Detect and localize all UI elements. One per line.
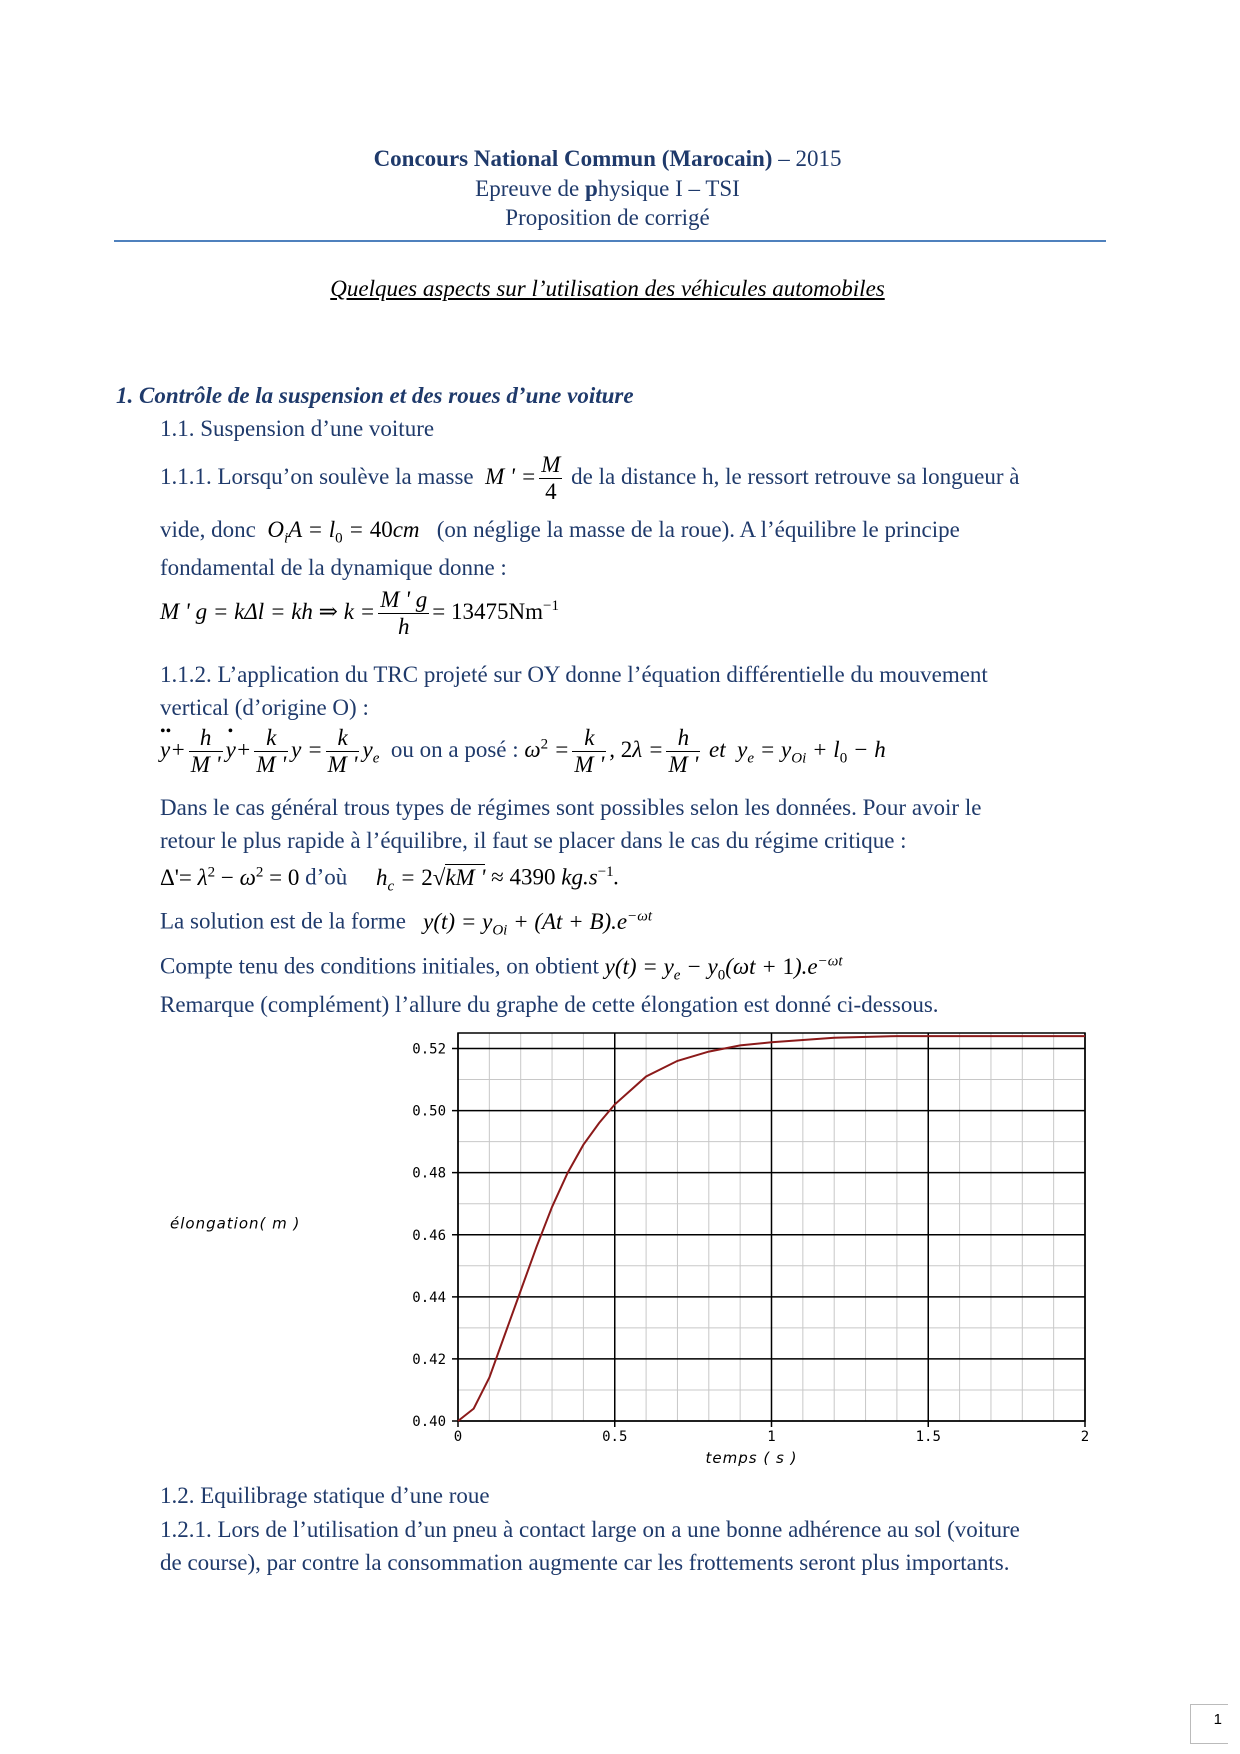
y-tick-label: 0.52 bbox=[412, 1041, 446, 1058]
text-run: (on néglige la masse de la roue). A l’équilibre le principe bbox=[436, 517, 960, 542]
elongation-chart bbox=[170, 1025, 1100, 1475]
formula-mass: M ' = $\frac{M}{4}$ bbox=[479, 452, 561, 504]
exam-line-bold: p bbox=[585, 176, 598, 201]
text-run: ou on a posé : bbox=[390, 736, 519, 762]
text-run: 1.1.1. Lorsqu’on soulève la masse bbox=[160, 463, 474, 489]
x-tick-label: 0.5 bbox=[602, 1429, 628, 1445]
y-tick-label: 0.50 bbox=[412, 1103, 446, 1120]
y-tick-label: 0.48 bbox=[412, 1165, 446, 1182]
page-number: 1 bbox=[1190, 1704, 1228, 1744]
title-bold: Concours National Commun (Marocain) bbox=[373, 146, 773, 171]
chart-ticks bbox=[412, 1042, 1089, 1445]
exam-line-b: hysique I – TSI bbox=[597, 176, 740, 201]
paragraph-1-1-2: 1.1.2. L’application du TRC projeté sur OY donne l’équation différentielle du mouvement bbox=[160, 662, 988, 687]
equation-stiffness: M ' g = kΔl = kh ⇒ k = $\frac{M ' g}{h}$ = $13475Nm^{-1}$ bbox=[160, 587, 559, 639]
stiffness-value: = 13475Nm bbox=[432, 598, 543, 624]
document-subtitle: Quelques aspects sur l’utilisation des véhicules automobiles bbox=[330, 276, 885, 301]
x-tick-label: 2 bbox=[1080, 1429, 1090, 1445]
formula-length: $O_iA = l_0 = 40cm$ bbox=[261, 517, 420, 547]
y-tick-label: 0.46 bbox=[412, 1227, 446, 1244]
paragraph-1-1-1 bbox=[160, 452, 1020, 505]
critical-unit: kg.s bbox=[561, 864, 598, 890]
equation-critical: $\Delta'= \lambda^2 - \omega^2 = 0$ d’où $h_c = 2√kM$ ' ≈ 4390 $kg.s^{-1}$. bbox=[160, 864, 620, 895]
paragraph-solution: La solution est de la forme $y(t) = y_{Oi} + (At + B).e^{-\omega t}$ bbox=[160, 908, 653, 939]
title-year: – 2015 bbox=[772, 146, 842, 171]
paragraph-1-1-2-b: vertical (d’origine O) : bbox=[160, 695, 369, 720]
x-tick-label: 0 bbox=[453, 1429, 463, 1445]
subsection-1-2-heading: 1.2. Equilibrage statique d’une roue bbox=[160, 1483, 490, 1508]
chart-axes bbox=[452, 1033, 1085, 1427]
paragraph-1-2-1: 1.2.1. Lors de l’utilisation d’un pneu à contact large on a une bonne adhérence au sol (voiture bbox=[160, 1517, 1020, 1542]
header-divider bbox=[114, 240, 1106, 242]
critical-value: ≈ 4390 bbox=[491, 864, 556, 890]
paragraph-remark: Remarque (complément) l’allure du graphe de cette élongation est donné ci-dessous. bbox=[160, 992, 939, 1017]
text-run: La solution est de la forme bbox=[160, 908, 406, 934]
stiffness-exponent: −1 bbox=[543, 598, 559, 615]
paragraph-1-2-1-b: de course), par contre la consommation augmente car les frottements seront plus importants. bbox=[160, 1550, 1010, 1575]
paragraph-1-1-1-b bbox=[160, 517, 960, 548]
paragraph-regimes: Dans le cas général trous types de régimes sont possibles selon les données. Pour avoir le bbox=[160, 795, 982, 820]
paragraph-1-1-1-c: fondamental de la dynamique donne : bbox=[160, 555, 507, 580]
y-tick-label: 0.44 bbox=[412, 1289, 446, 1306]
text-run: d’où bbox=[305, 864, 348, 890]
equation-differential: y •• + $\frac{h}{M '}$ y • + $\frac{k}{M '}$ y = $\frac{k}{M '}$ $y_e$ ou on a posé : $\omega^2$ = $\frac{k}{M '}$ , 2λ = $\frac{h}{M '}$ et $y_e = y_{Oi} + l_0 - h$ bbox=[160, 722, 886, 777]
section-1-heading: 1. Contrôle de la suspension et des roues d’une voiture bbox=[116, 383, 634, 408]
exam-line-a: Epreuve de bbox=[475, 176, 585, 201]
subsection-1-1-heading: 1.1. Suspension d’une voiture bbox=[160, 416, 435, 441]
paragraph-critical: retour le plus rapide à l’équilibre, il faut se placer dans le cas du régime critique : bbox=[160, 828, 907, 853]
proposal-line: Proposition de corrigé bbox=[505, 205, 710, 230]
x-tick-label: 1.5 bbox=[915, 1429, 941, 1445]
text-run: de la distance h, le ressort retrouve sa longueur à bbox=[571, 463, 1020, 489]
document-title bbox=[0, 146, 1215, 172]
text-run: vide, donc bbox=[160, 517, 256, 542]
text-run: Compte tenu des conditions initiales, on obtient bbox=[160, 953, 599, 979]
y-tick-label: 0.42 bbox=[412, 1351, 446, 1368]
y-axis-label: élongation( m ) bbox=[170, 1214, 301, 1233]
paragraph-initial-conditions: Compte tenu des conditions initiales, on obtient $y(t) = y_e - y_0(\omega t + 1).e^{-\omega t}$ bbox=[160, 953, 843, 984]
x-axis-label: temps ( s ) bbox=[705, 1449, 798, 1467]
x-tick-label: 1 bbox=[767, 1429, 776, 1445]
exam-subtitle bbox=[0, 176, 1215, 202]
y-tick-label: 0.40 bbox=[412, 1414, 446, 1430]
